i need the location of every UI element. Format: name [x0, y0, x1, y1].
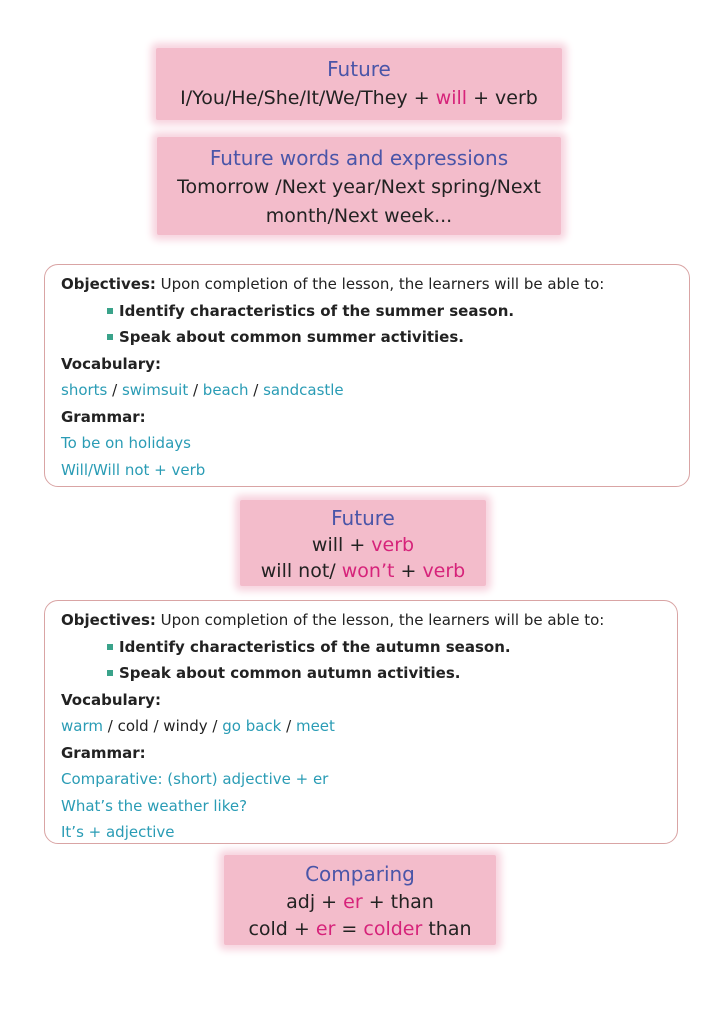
- grammar-label: Grammar:: [61, 743, 146, 762]
- card-title: Future: [331, 506, 395, 530]
- rule-highlight: er: [343, 891, 363, 913]
- rule-highlight: verb: [371, 534, 415, 556]
- comparing-card: [224, 855, 496, 945]
- objectives-label: Objectives:: [61, 275, 156, 293]
- rule-highlight: will: [435, 87, 468, 109]
- objectives-text: Upon completion of the lesson, the learners will be able to:: [155, 275, 605, 293]
- vocabulary-list: [61, 377, 673, 404]
- bullet-text: Speak about common summer activities.: [119, 328, 464, 346]
- rule-text: + than: [362, 891, 434, 913]
- separator: /: [207, 717, 223, 735]
- separator: /: [188, 381, 203, 399]
- separator: /: [148, 717, 164, 735]
- grammar-item: Will/Will not + verb: [61, 460, 206, 479]
- grammar-item: It’s + adjective: [61, 823, 175, 841]
- card-line: Tomorrow /Next year/Next spring/Next: [177, 176, 541, 198]
- vocab-word: windy: [163, 717, 208, 735]
- rule-highlight: er: [315, 918, 336, 940]
- vocab-word: go back: [222, 717, 282, 735]
- rule-text: than: [422, 918, 472, 940]
- objectives-row: [61, 271, 673, 298]
- vocab-word: warm: [61, 717, 103, 735]
- rule-text: cold +: [248, 918, 316, 940]
- grammar-label: Grammar:: [61, 407, 146, 426]
- vocab-word: sandcastle: [263, 381, 344, 399]
- future-card-1: [156, 48, 562, 120]
- separator: /: [102, 717, 118, 735]
- bullet-icon: [107, 308, 113, 314]
- card-title: Future words and expressions: [209, 146, 509, 170]
- rule-text: +: [394, 560, 423, 582]
- future-card-2: [240, 500, 486, 586]
- separator: /: [248, 381, 264, 399]
- vocabulary-label: Vocabulary:: [61, 354, 161, 373]
- vocab-word: cold: [117, 717, 149, 735]
- vocabulary-label: Vocabulary:: [61, 690, 161, 709]
- rule-highlight: verb: [422, 560, 466, 582]
- vocab-word: meet: [295, 717, 335, 735]
- vocab-word: beach: [202, 381, 249, 399]
- grammar-item: To be on holidays: [61, 434, 191, 452]
- card-rule: [224, 916, 496, 943]
- rule-highlight: won’t: [341, 560, 395, 582]
- card-rule: [156, 84, 562, 113]
- vocab-word: shorts: [61, 381, 108, 399]
- bullet-item: [61, 298, 673, 325]
- card-rule: [224, 889, 496, 916]
- objectives-text: Upon completion of the lesson, the learners will be able to:: [155, 611, 605, 629]
- rule-text: =: [335, 918, 364, 940]
- card-title: Future: [327, 57, 391, 81]
- rule-text: will not/: [260, 560, 342, 582]
- bullet-text: Identify characteristics of the autumn season.: [119, 637, 511, 656]
- grammar-item: What’s the weather like?: [61, 796, 248, 815]
- lesson-box-summer: [44, 264, 690, 487]
- objectives-label: Objectives:: [61, 611, 156, 629]
- bullet-item: [61, 324, 673, 351]
- bullet-icon: [107, 644, 113, 650]
- card-rule: [240, 558, 486, 584]
- future-words-card: [157, 137, 561, 235]
- rule-text: adj +: [286, 891, 344, 913]
- bullet-icon: [107, 670, 113, 676]
- vocabulary-list: [61, 713, 661, 740]
- bullet-item: [61, 660, 661, 687]
- rule-text: will +: [311, 534, 372, 556]
- separator: /: [281, 717, 296, 735]
- card-title: Comparing: [305, 862, 415, 886]
- separator: /: [107, 381, 122, 399]
- lesson-box-autumn: [44, 600, 678, 844]
- card-line: month/Next week...: [265, 205, 453, 227]
- vocab-word: swimsuit: [121, 381, 189, 399]
- bullet-text: Speak about common autumn activities.: [119, 664, 461, 682]
- card-rule: [240, 532, 486, 558]
- grammar-item: Comparative: (short) adjective + er: [61, 770, 329, 788]
- bullet-item: [61, 634, 661, 661]
- rule-highlight: colder: [363, 918, 423, 940]
- bullet-text: Identify characteristics of the summer season.: [119, 301, 515, 320]
- rule-text: + verb: [467, 87, 538, 109]
- objectives-row: [61, 607, 661, 634]
- rule-text: I/You/He/She/It/We/They +: [180, 87, 436, 109]
- bullet-icon: [107, 334, 113, 340]
